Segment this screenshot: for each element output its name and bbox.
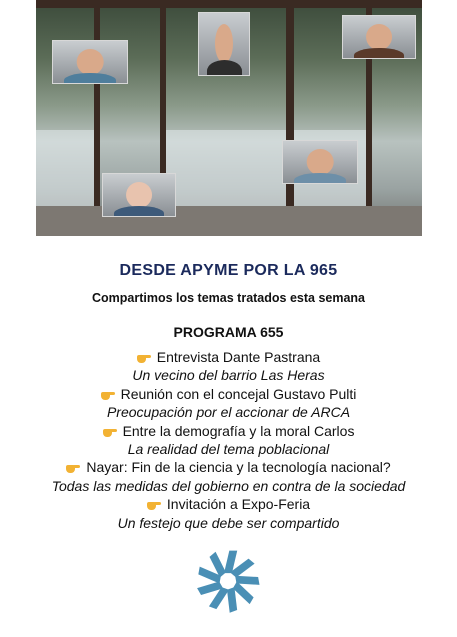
program-label: PROGRAMA 655 — [173, 324, 284, 340]
participant-video-1 — [52, 40, 128, 84]
topic-item — [0, 495, 457, 532]
topic-headline: Reunión con el concejal Gustavo Pulti — [120, 385, 357, 402]
participant-video-3 — [342, 15, 416, 59]
participant-video-2 — [198, 12, 250, 76]
topic-subline: Un vecino del barrio Las Heras — [132, 367, 325, 384]
pointing-hand-icon — [103, 426, 117, 437]
topic-headline: Nayar: Fin de la ciencia y la tecnología nacional? — [86, 459, 391, 476]
participant-video-5 — [282, 140, 358, 184]
pointing-hand-icon — [66, 462, 80, 473]
topic-item — [0, 458, 457, 495]
topic-headline: Invitación a Expo-Feria — [166, 496, 311, 513]
topic-headline: Entre la demografía y la moral Carlos — [122, 422, 355, 439]
participant-video-4 — [102, 173, 176, 217]
topic-item — [0, 385, 457, 422]
snowflake-logo-icon — [195, 548, 261, 614]
topic-subline: Preocupación por el accionar de ARCA — [106, 404, 351, 421]
topic-subline: Un festejo que debe ser compartido — [117, 514, 340, 531]
topic-subline: La realidad del tema poblacional — [127, 441, 330, 458]
pointing-hand-icon — [137, 352, 151, 363]
pointing-hand-icon — [101, 389, 115, 400]
header-photo — [36, 0, 422, 236]
topic-list — [0, 348, 457, 532]
page-title: DESDE APYME POR LA 965 — [119, 262, 338, 279]
page-subtitle: Compartimos los temas tratados esta semana — [91, 291, 366, 305]
pointing-hand-icon — [147, 499, 161, 510]
topic-subline: Todas las medidas del gobierno en contra de la sociedad — [51, 477, 406, 494]
topic-item — [0, 422, 457, 459]
topic-headline: Entrevista Dante Pastrana — [156, 349, 321, 365]
topic-item — [0, 348, 457, 385]
